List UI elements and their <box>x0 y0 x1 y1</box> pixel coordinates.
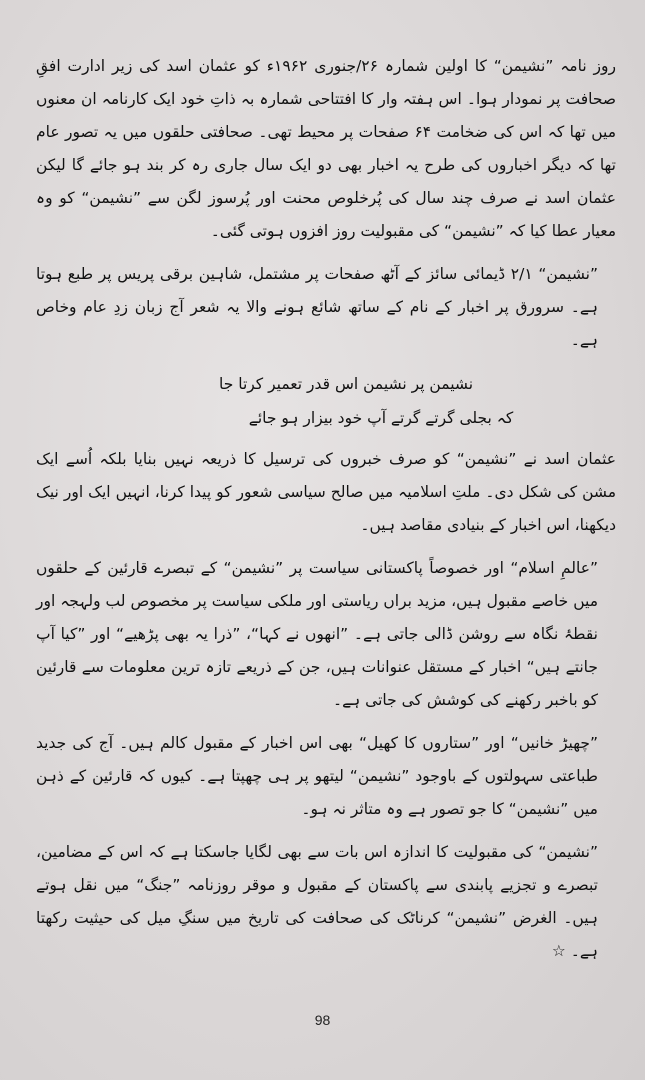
urdu-text-block <box>36 50 616 978</box>
paragraph-3: عثمان اسد نے ”نشیمن“ کو صرف خبروں کی ترسیل کا ذریعہ نہیں بنایا بلکہ اُسے ایک مشن کی شکل دی۔ ملتِ اسلامیہ میں صالح سیاسی شعور کو پیدا کرنا، انہیں ایک اور نیک دیکھنا، اس اخبار کے بنیادی مقاصد ہیں۔ <box>36 450 616 534</box>
couplet-line-2: کہ بجلی گرتے گرتے آپ خود بیزار ہو جائے <box>248 409 514 427</box>
couplet <box>36 367 616 435</box>
paragraph-4: ”عالمِ اسلام“ اور خصوصاً پاکستانی سیاست پر ”نشیمن“ کے تبصرے قارئین کے حلقوں میں خاصے مقبول ہیں، مزید براں ریاستی اور ملکی سیاست پر مخصوص لب ولہجہ اور نقطۂ نگاہ سے روشن ڈالی جاتی ہے۔ ”انھوں نے کہا“، ”ذرا یہ بھی پڑھیے“ اور ”کیا آپ جانتے ہیں“ اخبار کے مستقل عنوانات ہیں، جن کے ذریعے تازہ ترین معلومات سے قارئین کو باخبر رکھنے کی کوشش کی جاتی ہے۔ <box>36 559 598 709</box>
paragraph-1: روز نامہ ”نشیمن“ کا اولین شمارہ ۲۶/جنوری ۱۹۶۲ء کو عثمان اسد کی زیر ادارت افقِ صحافت پر نمودار ہوا۔ اس ہفتہ وار کا افتتاحی شمارہ بہ ذاتِ خود ایک کارنامہ ان معنوں میں تھا کہ اس کی ضخامت ۶۴ صفحات پر محیط تھی۔ صحافتی حلقوں میں یہ تصور عام تھا کہ دیگر اخباروں کی طرح یہ اخبار بھی دو ایک سال جاری رہ کر بند ہو جائے گا لیکن عثمان اسد نے صرف چند سال کی پُرخلوص محنت اور پُرسوز لگن سے ”نشیمن“ کو وہ معیار عطا کیا کہ ”نشیمن“ کی مقبولیت روز افزوں ہوتی گئی۔ <box>36 57 617 240</box>
page-number: 98 <box>314 1012 331 1028</box>
couplet-line-1: نشیمن پر نشیمن اس قدر تعمیر کرتا جا <box>218 375 474 393</box>
paragraph-6: ”نشیمن“ کی مقبولیت کا اندازہ اس بات سے بھی لگایا جاسکتا ہے کہ اس کے مضامین، تبصرے و تجزیے پابندی سے پاکستان کے مقبول و موقر روزنامہ ”جنگ“ میں نقل ہوتے ہیں۔ الغرض ”نشیمن“ کرناٹک کی صحافت کی تاریخ میں سنگِ میل کی حیثیت رکھتا ہے۔ ☆ <box>36 843 598 960</box>
paragraph-2: ”نشیمن“ ۲/۱ ڈیمائی سائز کے آٹھ صفحات پر مشتمل، شاہین برقی پریس پر طبع ہوتا ہے۔ سرورق پر اخبار کے نام کے ساتھ شائع ہونے والا یہ شعر آج زبان زدِ عام وخاص ہے۔ <box>36 265 598 349</box>
paragraph-5: ”چھیڑ خانیں“ اور ”ستاروں کا کھیل“ بھی اس اخبار کے مقبول کالم ہیں۔ آج کی جدید طباعتی سہولتوں کے باوجود ”نشیمن“ لیتھو پر ہی چھپتا ہے۔ کیوں کہ قارئین کے ذہن میں ”نشیمن“ کا جو تصور ہے وہ متاثر نہ ہو۔ <box>36 734 598 818</box>
